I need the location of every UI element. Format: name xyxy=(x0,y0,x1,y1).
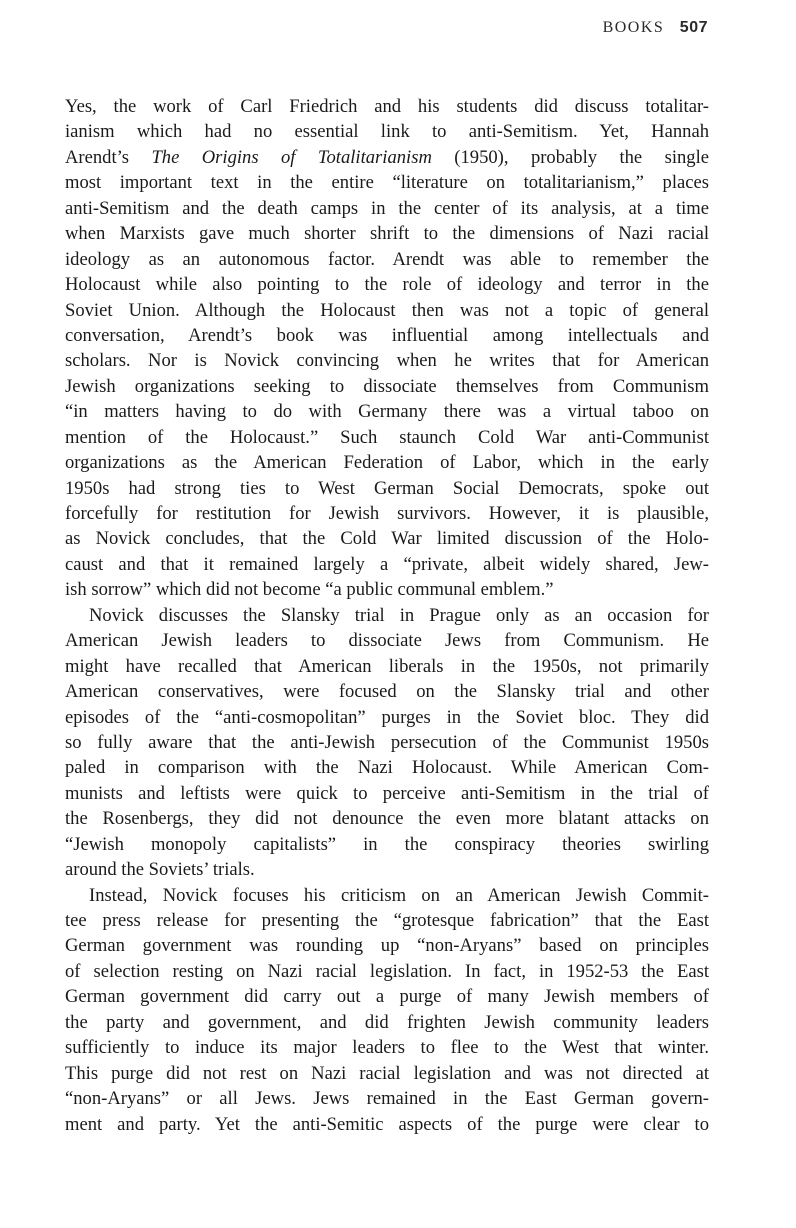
text-line: 1950s had strong ties to West German Social Democrats, spoke out xyxy=(65,477,709,499)
text-line: Yes, the work of Carl Friedrich and his students did discuss totalitar- xyxy=(65,96,709,117)
text-line: conversation, Arendt’s book was influential among intellectuals and xyxy=(65,324,709,346)
text-line: might have recalled that American liberals in the 1950s, not primarily xyxy=(65,655,709,677)
text-line: munists and leftists were quick to perceive anti-Semitism in the trial of xyxy=(65,782,709,804)
text-line: paled in comparison with the Nazi Holocaust. While American Com- xyxy=(65,757,709,779)
text-line: the party and government, and did frighten Jewish community leaders xyxy=(65,1011,709,1033)
text-line: of selection resting on Nazi racial legislation. In fact, in 1952-53 the East xyxy=(65,960,709,982)
text-line: organizations as the American Federation of Labor, which in the early xyxy=(65,452,709,474)
text-line: when Marxists gave much shorter shrift to the dimensions of Nazi racial xyxy=(65,223,709,245)
text-line: German government did carry out a purge of many Jewish members of xyxy=(65,986,709,1008)
book-title: The Origins of Totalitarianism xyxy=(151,146,432,168)
text-line: ianism which had no essential link to anti-Semitism. Yet, Hannah xyxy=(65,121,709,143)
text-line: ish sorrow” which did not become “a public communal emblem.” xyxy=(65,579,554,601)
text-line: scholars. Nor is Novick convincing when he writes that for American xyxy=(65,350,709,372)
page-number: 507 xyxy=(679,19,708,36)
text-line: Novick discusses the Slansky trial in Prague only as an occasion for xyxy=(89,604,709,626)
text-line: caust and that it remained largely a “private, albeit widely shared, Jew- xyxy=(65,553,709,575)
text-line: forcefully for restitution for Jewish survivors. However, it is plausible, xyxy=(65,503,709,524)
text-line: sufficiently to induce its major leaders to flee to the West that winter. xyxy=(65,1037,709,1059)
body-text xyxy=(65,94,709,1137)
text-line: Holocaust while also pointing to the role of ideology and terror in the xyxy=(65,274,709,296)
text-line: American Jewish leaders to dissociate Jews from Communism. He xyxy=(65,630,709,652)
text-line: tee press release for presenting the “grotesque fabrication” that the East xyxy=(65,910,709,931)
section-title: BOOKS xyxy=(602,19,665,36)
text-line: as Novick concludes, that the Cold War limited discussion of the Holo- xyxy=(65,528,709,550)
text-line: American conservatives, were focused on the Slansky trial and other xyxy=(65,681,709,703)
text-line: the Rosenbergs, they did not denounce the even more blatant attacks on xyxy=(65,808,709,830)
text-line: anti-Semitism and the death camps in the center of its analysis, at a time xyxy=(65,197,709,219)
text-line: so fully aware that the anti-Jewish persecution of the Communist 1950s xyxy=(65,731,709,753)
text-span: Arendt’s xyxy=(65,146,152,168)
text-line: “in matters having to do with Germany there was a virtual taboo on xyxy=(65,401,709,423)
text-line: “Jewish monopoly capitalists” in the conspiracy theories swirling xyxy=(65,833,709,855)
text-line: This purge did not rest on Nazi racial legislation and was not directed at xyxy=(65,1062,709,1084)
text-line: ideology as an autonomous factor. Arendt was able to remember the xyxy=(65,248,709,270)
text-line: ment and party. Yet the anti-Semitic aspects of the purge were clear to xyxy=(65,1113,709,1135)
text-line: Jewish organizations seeking to dissociate themselves from Communism xyxy=(65,375,709,397)
text-line: episodes of the “anti-cosmopolitan” purges in the Soviet bloc. They did xyxy=(65,706,709,728)
text-line xyxy=(65,145,709,170)
text-line: around the Soviets’ trials. xyxy=(65,859,255,881)
running-head xyxy=(603,19,708,37)
text-span: (1950), probably the single xyxy=(431,146,709,168)
text-line: German government was rounding up “non-Aryans” based on principles xyxy=(65,935,709,957)
text-line: most important text in the entire “literature on totalitarianism,” places xyxy=(65,172,709,194)
text-line: Instead, Novick focuses his criticism on an American Jewish Commit- xyxy=(89,884,709,906)
text-line: Soviet Union. Although the Holocaust then was not a topic of general xyxy=(65,299,709,321)
text-line: mention of the Holocaust.” Such staunch Cold War anti-Communist xyxy=(65,426,709,448)
text-line: “non-Aryans” or all Jews. Jews remained in the East German govern- xyxy=(65,1088,709,1110)
